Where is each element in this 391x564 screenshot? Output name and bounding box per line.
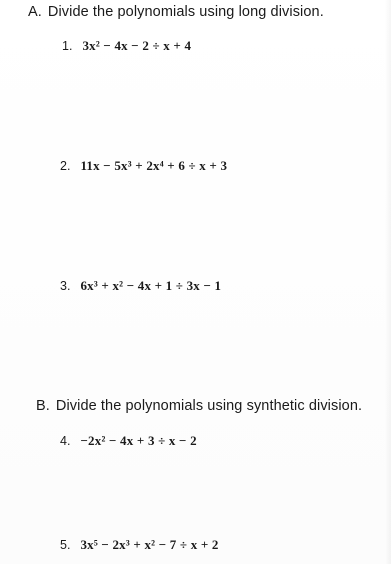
problem-5	[60, 537, 219, 553]
problem-5-expression: 3x⁵ − 2x³ + x² − 7 ÷ x + 2	[80, 537, 219, 552]
section-a-letter: A.	[28, 4, 42, 20]
problem-2	[60, 158, 227, 174]
problem-3-number: 3.	[60, 279, 71, 293]
section-b-heading	[36, 398, 362, 414]
section-a-heading	[28, 4, 324, 20]
section-b-title: Divide the polynomials using synthetic division.	[55, 398, 363, 414]
section-a-title: Divide the polynomials using long division.	[47, 4, 324, 20]
problem-2-expression: 11x − 5x³ + 2x⁴ + 6 ÷ x + 3	[80, 158, 228, 173]
problem-4-number: 4.	[60, 434, 71, 448]
problem-4	[60, 433, 197, 449]
problem-1	[62, 38, 191, 54]
problem-2-number: 2.	[60, 159, 71, 173]
section-b-letter: B.	[36, 398, 50, 414]
problem-4-expression: −2x² − 4x + 3 ÷ x − 2	[80, 433, 197, 448]
page-edge-shadow	[385, 0, 391, 564]
problem-1-number: 1.	[62, 39, 73, 53]
problem-3-expression: 6x³ + x² − 4x + 1 ÷ 3x − 1	[80, 278, 222, 293]
problem-5-number: 5.	[60, 538, 71, 552]
problem-3	[60, 278, 221, 294]
problem-1-expression: 3x² − 4x − 2 ÷ x + 4	[82, 38, 192, 53]
